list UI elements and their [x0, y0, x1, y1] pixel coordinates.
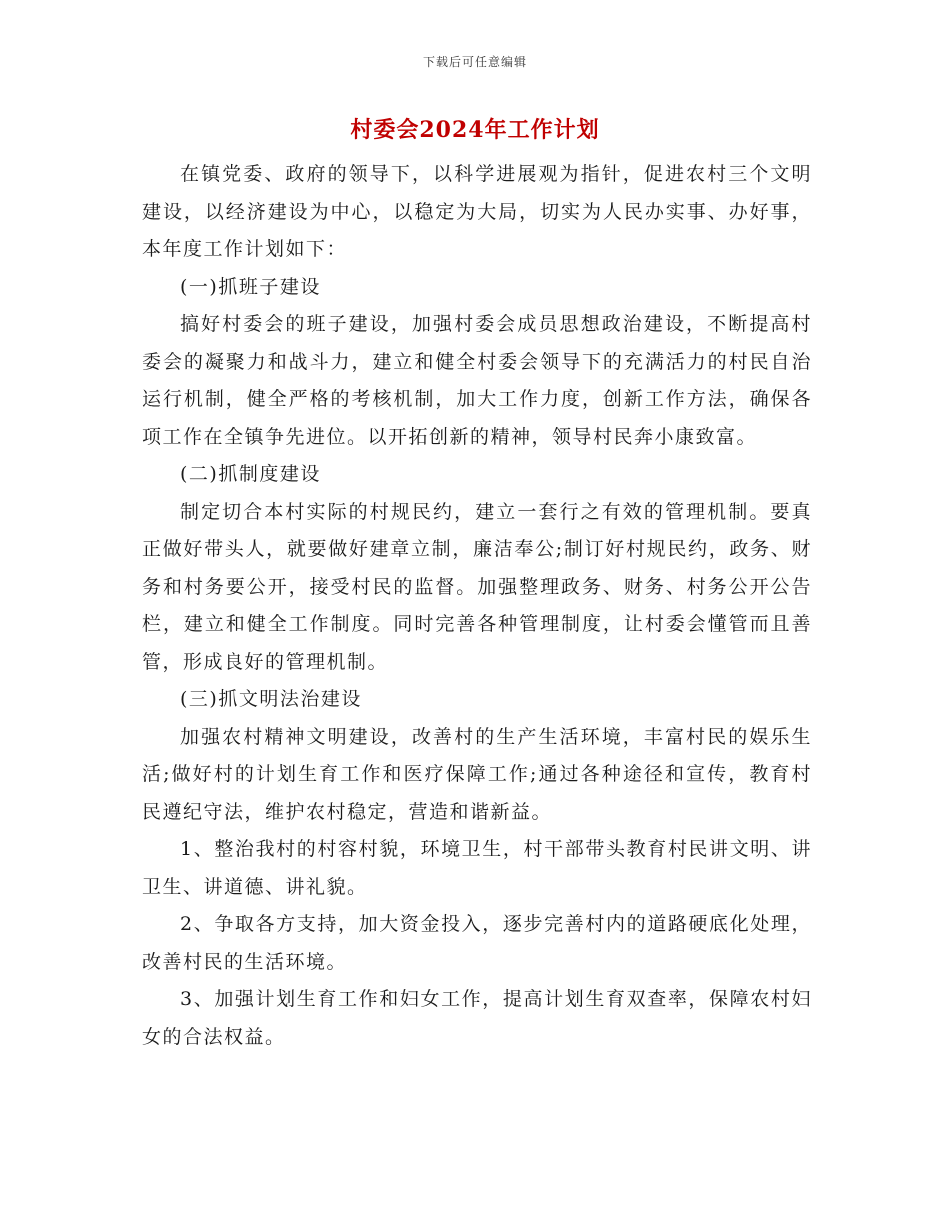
list-item: 3、加强计划生育工作和妇女工作，提高计划生育双查率，保障农村妇女的合法权益。: [142, 988, 812, 1048]
body-paragraph: 搞好村委会的班子建设，加强村委会成员思想政治建设，不断提高村委会的凝聚力和战斗力，建立和健全村委会领导下的充满活力的村民自治运行机制，健全严格的考核机制，加大工作力度，创新工作方法，确保各项工作在全镇争先进位。以开拓创新的精神，领导村民奔小康致富。: [142, 313, 812, 448]
document-title: 村委会2024年工作计划: [350, 117, 600, 143]
section-heading-system: (二)抓制度建设: [180, 463, 321, 485]
page-header: 下载后可任意编辑: [422, 55, 527, 69]
document-body: [142, 156, 812, 1056]
section-heading-team: (一)抓班子建设: [180, 275, 321, 298]
list-item: 2、争取各方支持，加大资金投入，逐步完善村内的道路硬底化处理，改善村民的生活环境。: [142, 913, 812, 973]
list-item: 1、整治我村的村容村貌，环境卫生，村干部带头教育村民讲文明、讲卫生、讲道德、讲礼貌。: [142, 838, 812, 898]
intro-paragraph: 在镇党委、政府的领导下，以科学进展观为指针，促进农村三个文明建设，以经济建设为中心，以稳定为大局，切实为人民办实事、办好事，本年度工作计划如下：: [142, 163, 812, 260]
body-paragraph: 加强农村精神文明建设，改善村的生产生活环境，丰富村民的娱乐生活;做好村的计划生育工作和医疗保障工作;通过各种途径和宣传，教育村民遵纪守法，维护农村稳定，营造和谐新益。: [142, 725, 812, 823]
section-heading-civilization: (三)抓文明法治建设: [180, 688, 362, 710]
body-paragraph: 制定切合本村实际的村规民约，建立一套行之有效的管理机制。要真正做好带头人，就要做好建章立制，廉洁奉公;制订好村规民约，政务、财务和村务要公开，接受村民的监督。加强整理政务、财务、村务公开公告栏，建立和健全工作制度。同时完善各种管理制度，让村委会懂管而且善管，形成良好的管理机制。: [142, 500, 812, 673]
